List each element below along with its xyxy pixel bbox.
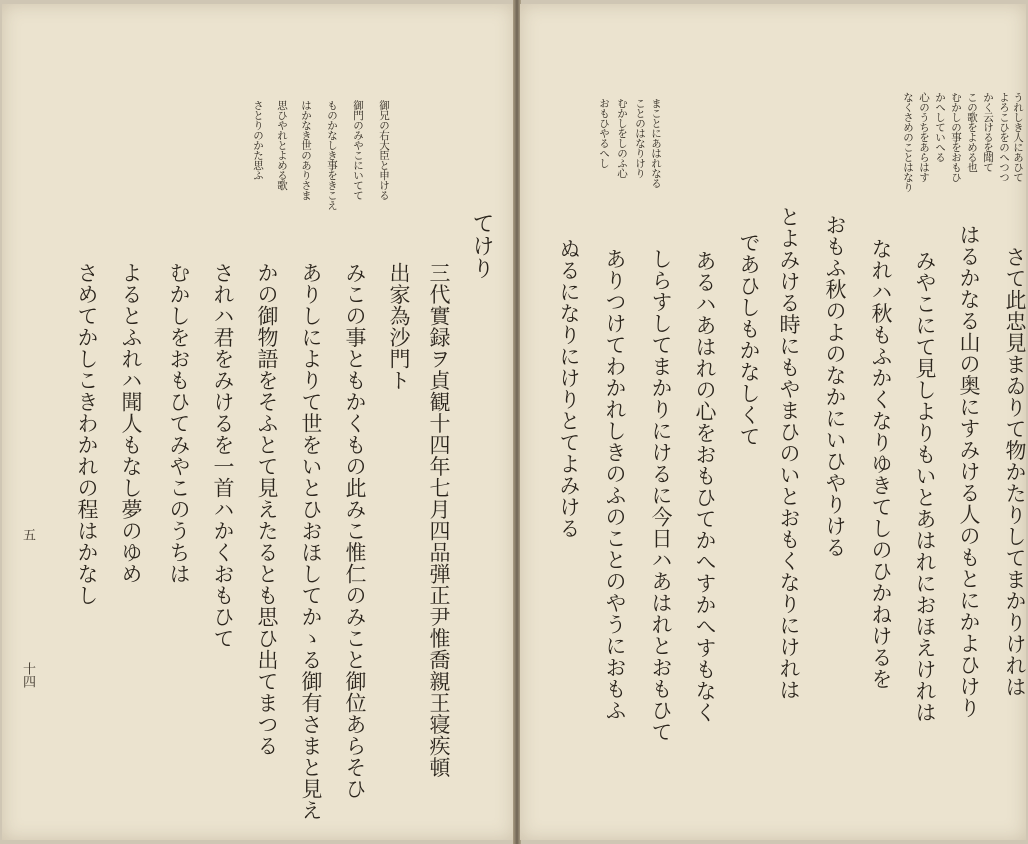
text-line: あるハあはれの心をおもひてかへすかへすもなく [693,250,717,723]
headnote-line: 心のうちをあらはす [918,92,930,182]
text-line: されハ君をみけるを一首ハかくおもひて [211,262,235,649]
headnote-line: 御兄の右大臣と申ける [378,100,390,200]
headnote-line: うれしき人にあひて [1012,92,1024,182]
text-line: むかしをおもひてみやこのうちは [167,262,191,585]
text-line: とよみける時にもやまひのいとおもくなりにけれは [777,206,801,701]
text-line: おもふ秋のよのなかにいひやりける [823,214,847,558]
text-line: であひしもかなしくて [737,232,761,447]
headnote-line: はかなき世のありさま [300,100,312,200]
headnote-line: なくさめのことはなり [902,92,914,192]
text-line: ありつけてわかれしきのふのことのやうにおもふ [603,248,627,721]
headnote-line: かく云けるを聞て [982,92,994,172]
headnote-line: さとりのかた思ふ [252,100,264,180]
text-line: さめてかしこきわかれの程はかなし [75,262,99,606]
text-line: さて此忠見まゐりて物かたりしてまかりけれは [1003,246,1027,698]
headnote-line: 思ひやれとよめる歌 [276,100,288,190]
text-line: しらすしてまかりにけるに今日ハあはれとおもひて [649,248,673,743]
text-line: よるとふれハ聞人もなし夢のゆめ [119,262,143,585]
page-number-secondary: 十四 [20,662,35,688]
section-heading: てけり [469,212,494,280]
headnote-line: よろこひをのへつつ [998,92,1010,182]
text-line: 三代實録ヲ貞観十四年七月四品弾正尹惟喬親王寝疾頓 [427,262,451,778]
text-line: ありしによりて世をいとひおほしてかゝる御有さまと見え [299,262,323,821]
text-line: みやこにて見しよりもいとあはれにおほえけれは [913,250,937,723]
text-line: ぬるになりにけりとてよみける [557,238,581,539]
headnote-line: むかしの事をおもひ [950,92,962,182]
text-line: 出家為沙門ト [387,262,411,391]
text-line: みこの事ともかくもの此みこ惟仁のみこと御位あらそひ [343,262,367,800]
headnote-line: まことにあはれなる [650,98,662,188]
headnote-line: むかしをしのふ心 [616,98,628,178]
text-line: はるかなる山の奥にすみける人のもとにかよひけり [957,224,981,719]
headnote-line: 御門のみやこにいてて [352,100,364,200]
headnote-line: かへしていへる [934,92,946,162]
text-line: かの御物語をそふとて見えたるとも思ひ出てまつる [255,262,279,757]
headnote-line: この歌をよめる也 [966,92,978,172]
headnote-line: ことのはなりけり [634,98,646,178]
headnote-line: おもひやるへし [598,98,610,168]
page-number: 五 [20,528,35,541]
text-line: なれハ秋もふかくなりゆきてしのひかねけるを [869,238,893,690]
headnote-line: ものかなしき事をきこえ [326,100,338,210]
